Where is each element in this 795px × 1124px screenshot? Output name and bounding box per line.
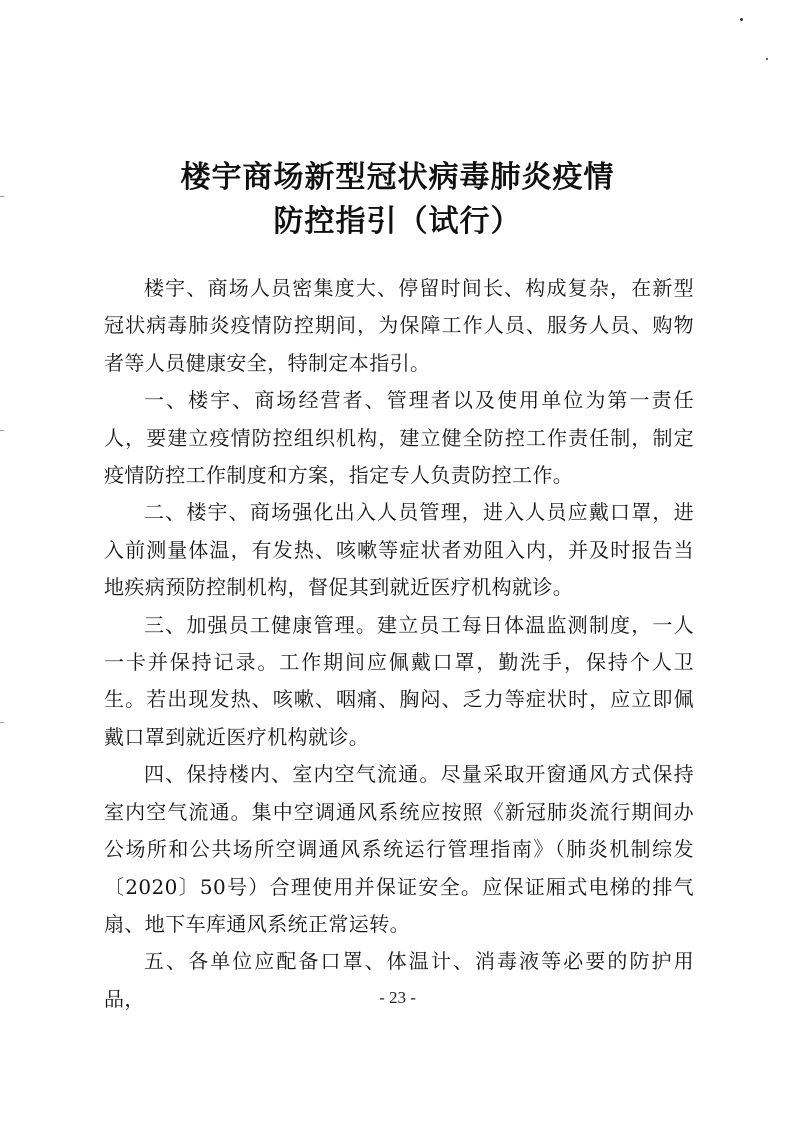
section-4-paragraph: 四、保持楼内、室内空气流通。尽量采取开窗通风方式保持室内空气流通。集中空调通风系统应按照《新冠肺炎流行期间办公场所和公共场所空调通风系统运行管理指南》（肺炎机制综发〔2020〕50号）合理使用并保证安全。应保证厢式电梯的排气扇、地下车库通风系统正常运转。 <box>104 762 694 936</box>
section-3-paragraph: 三、加强员工健康管理。建立员工每日体温监测制度，一人一卡并保持记录。工作期间应佩戴口罩，勤洗手，保持个人卫生。若出现发热、咳嗽、咽痛、胸闷、乏力等症状时，应立即佩戴口罩到就近医疗机构就诊。 <box>104 612 694 749</box>
scan-edge-mark <box>0 430 4 431</box>
section-5-paragraph: 五、各单位应配备口罩、体温计、消毒液等必要的防护用品， <box>104 949 694 1011</box>
document-title-line-2: 防控指引（试行） <box>273 204 522 239</box>
scan-speck <box>766 58 768 60</box>
scan-edge-mark <box>0 196 4 197</box>
intro-paragraph: 楼宇、商场人员密集度大、停留时间长、构成复杂，在新型冠状病毒肺炎疫情防控期间，为保障工作人员、服务人员、购物者等人员健康安全，特制定本指引。 <box>104 276 694 375</box>
scan-speck <box>740 18 743 21</box>
section-1-paragraph: 一、楼宇、商场经营者、管理者以及使用单位为第一责任人，要建立疫情防控组织机构，建立健全防控工作责任制，制定疫情防控工作制度和方案，指定专人负责防控工作。 <box>104 388 694 488</box>
scan-edge-mark <box>0 722 4 723</box>
document-body <box>104 270 694 1018</box>
section-2-paragraph: 二、楼宇、商场强化出入人员管理，进入人员应戴口罩，进入前测量体温，有发热、咳嗽等症状者劝阻入内，并及时报告当地疾病预防控制机构，督促其到就近医疗机构就诊。 <box>104 500 694 600</box>
document-title-line-1: 楼宇商场新型冠状病毒肺炎疫情 <box>180 160 615 195</box>
page-number: - 23 - <box>379 988 416 1007</box>
